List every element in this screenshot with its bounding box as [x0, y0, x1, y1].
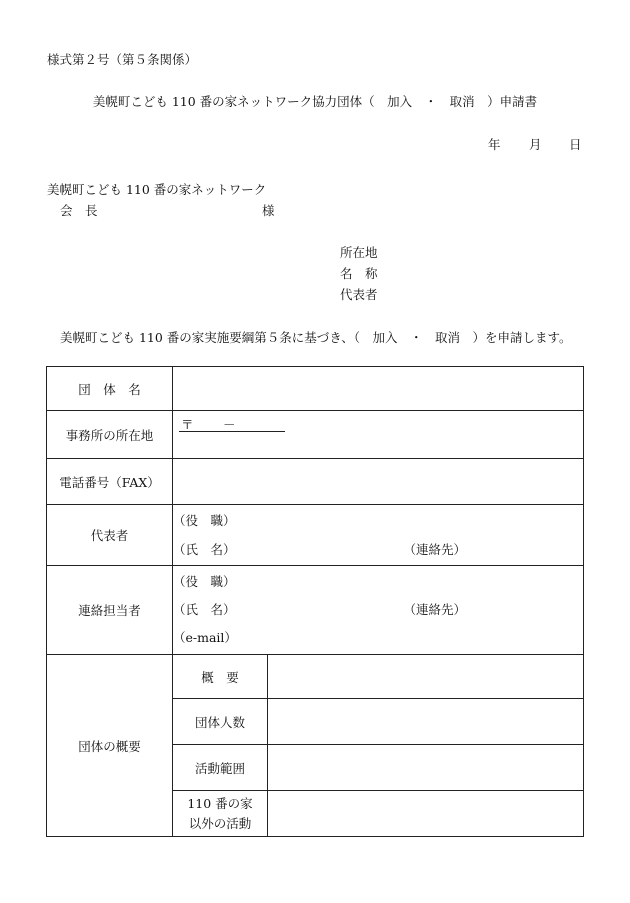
contact-role: （役 職） [173, 574, 236, 589]
form-number: 様式第２号（第５条関係） [47, 52, 198, 67]
members-label: 団体人数 [173, 699, 268, 745]
addressee-org: 美幌町こども 110 番の家ネットワーク [47, 182, 267, 197]
addressee-position: 会 長 [60, 203, 98, 218]
contact-name: （氏 名） [173, 602, 236, 617]
office-address-label: 事務所の所在地 [47, 411, 173, 459]
row-contact-person [47, 566, 584, 655]
members-field[interactable] [268, 699, 584, 745]
date-year: 年 [488, 137, 501, 152]
overview-label: 団体の概要 [47, 655, 173, 837]
addressee-honorific: 様 [262, 203, 275, 218]
contact-person-label: 連絡担当者 [47, 566, 173, 655]
row-phone [47, 459, 584, 505]
application-statement: 美幌町こども 110 番の家実施要綱第５条に基づき、（ 加入 ・ 取消 ）を申請します。 [60, 330, 572, 345]
activity-area-field[interactable] [268, 745, 584, 791]
phone-label: 電話番号（FAX） [47, 459, 173, 505]
other-activities-label-line2: 以外の活動 [188, 815, 252, 831]
postal-code-underline [179, 431, 285, 432]
phone-field[interactable] [173, 459, 584, 505]
date-month: 月 [529, 137, 542, 152]
date-day: 日 [569, 137, 582, 152]
group-name-label: 団 体 名 [47, 367, 173, 411]
representative-label: 代表者 [47, 505, 173, 566]
rep-contact: （連絡先） [403, 542, 466, 557]
row-representative [47, 505, 584, 566]
other-activities-field[interactable] [268, 791, 584, 837]
document-title: 美幌町こども 110 番の家ネットワーク協力団体（ 加入 ・ 取消 ）申請書 [92, 94, 538, 109]
rep-name: （氏 名） [173, 542, 236, 557]
postal-dash: － [223, 417, 236, 432]
postal-mark: 〒 [181, 417, 194, 432]
contact-person-field[interactable] [173, 566, 584, 655]
contact-contact: （連絡先） [403, 602, 466, 617]
rep-role: （役 職） [173, 513, 236, 528]
sender-representative-label: 代表者 [340, 287, 378, 302]
other-activities-label-line1: 110 番の家 [187, 795, 253, 811]
summary-field[interactable] [268, 655, 584, 699]
summary-label: 概 要 [173, 655, 268, 699]
sender-name-label: 名 称 [340, 266, 378, 281]
other-activities-label [173, 791, 268, 837]
contact-email: （e-mail） [173, 630, 237, 645]
activity-area-label: 活動範囲 [173, 745, 268, 791]
row-office-address [47, 411, 584, 459]
row-group-name [47, 367, 584, 411]
office-address-field[interactable] [173, 411, 584, 459]
representative-field[interactable] [173, 505, 584, 566]
sender-address-label: 所在地 [340, 245, 378, 260]
group-name-field[interactable] [173, 367, 584, 411]
application-table [46, 366, 584, 837]
row-overview-summary [47, 655, 584, 699]
